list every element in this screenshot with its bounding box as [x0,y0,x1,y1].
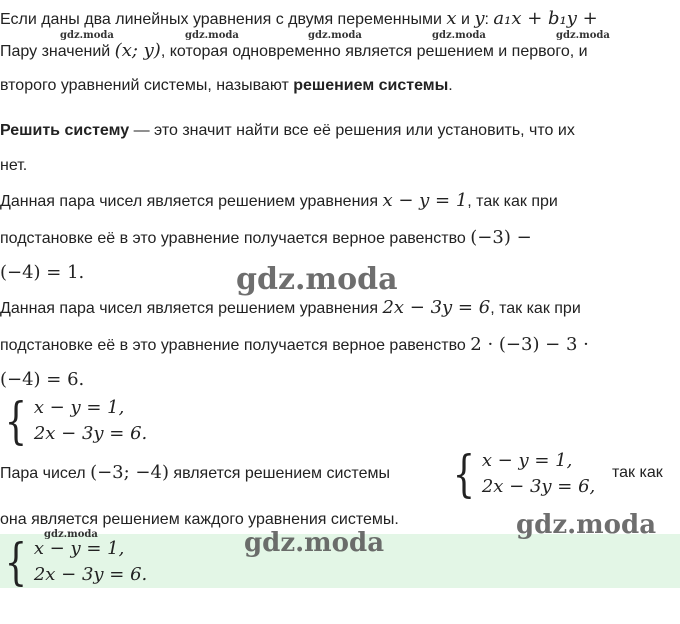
math-expression: 2 · (−3) − 3 · [470,334,589,355]
math-var: y [474,8,485,29]
text-span: подстановке её в это уравнение получается верное равенство [0,337,471,354]
text-span: нет. [0,157,28,174]
math-expression: (−4) = 1. [0,262,85,283]
brace-icon: { [4,392,28,450]
text-span: — это значит найти все её решения или установить, что их [129,122,575,139]
text-span: Данная пара чисел является решением уравнения [0,300,383,317]
bold-term: Решить систему [0,122,130,139]
system-equation: x − y = 1, [33,397,125,418]
paragraph-definition-line3 [0,75,453,97]
brace-icon: { [452,445,476,503]
math-expression: (−4) = 6. [0,369,85,390]
watermark-large: gdz.moda [244,528,385,558]
system-equation: 2x − 3y = 6. [33,564,148,585]
equation-system-inline [448,445,596,503]
system-equation: 2x − 3y = 6. [33,423,148,444]
text-span: Данная пара чисел является решением уравнения [0,193,383,210]
text-span: является решением системы [168,465,390,482]
equation-system-1 [0,392,148,450]
text-span: , которая одновременно является решением и первого, и [160,43,588,60]
watermark-large: gdz.moda [516,510,657,540]
text-span: так как [612,464,663,481]
system-equation: x − y = 1, [481,450,573,471]
paragraph-eq2-line1 [0,297,581,320]
math-var: x [446,8,457,29]
math-equation: 2x − 3y = 6 [382,297,491,318]
paragraph-pair-line1 [0,462,390,485]
system-equation: x − y = 1, [33,538,125,559]
math-pair: (x; y) [114,40,161,61]
math-equation: a₁x + b₁y + [493,8,598,29]
math-expression: (−3) − [470,227,532,248]
watermark-small: gdz.moda [185,30,239,41]
paragraph-eq1-line2 [0,227,532,250]
watermark-large: gdz.moda [236,262,398,297]
text-span: и [456,11,475,28]
system-equation: 2x − 3y = 6, [481,476,596,497]
paragraph-definition-line1 [0,8,598,31]
math-equation: x − y = 1 [382,190,468,211]
watermark-small: gdz.moda [60,30,114,41]
watermark-small: gdz.moda [432,30,486,41]
text-span: , так как при [467,193,558,210]
text-span: Пара чисел [0,465,91,482]
text-span: . [448,77,453,94]
text-span: , так как при [490,300,581,317]
paragraph-eq1-line1 [0,190,558,213]
bold-term: решением системы [293,77,449,94]
watermark-small: gdz.moda [44,529,98,540]
brace-icon: { [4,533,28,591]
paragraph-solve-line1 [0,120,575,142]
text-span: Пару значений [0,43,115,60]
paragraph-pair-tail [612,462,663,484]
paragraph-eq2-line2 [0,334,589,357]
text-span: второго уравнений системы, называют [0,77,294,94]
math-pair: (−3; −4) [90,462,169,483]
paragraph-eq1-line3 [0,262,84,285]
text-span: она является решением каждого уравнения системы. [0,511,399,528]
text-span: Если даны два линейных уравнения с двумя переменными [0,11,447,28]
text-span: : [484,11,494,28]
text-span: подстановке её в это уравнение получается верное равенство [0,230,471,247]
paragraph-definition-line2 [0,40,588,63]
paragraph-solve-line2 [0,155,27,177]
watermark-small: gdz.moda [308,30,362,41]
watermark-small: gdz.moda [556,30,610,41]
paragraph-eq2-line3 [0,369,84,392]
